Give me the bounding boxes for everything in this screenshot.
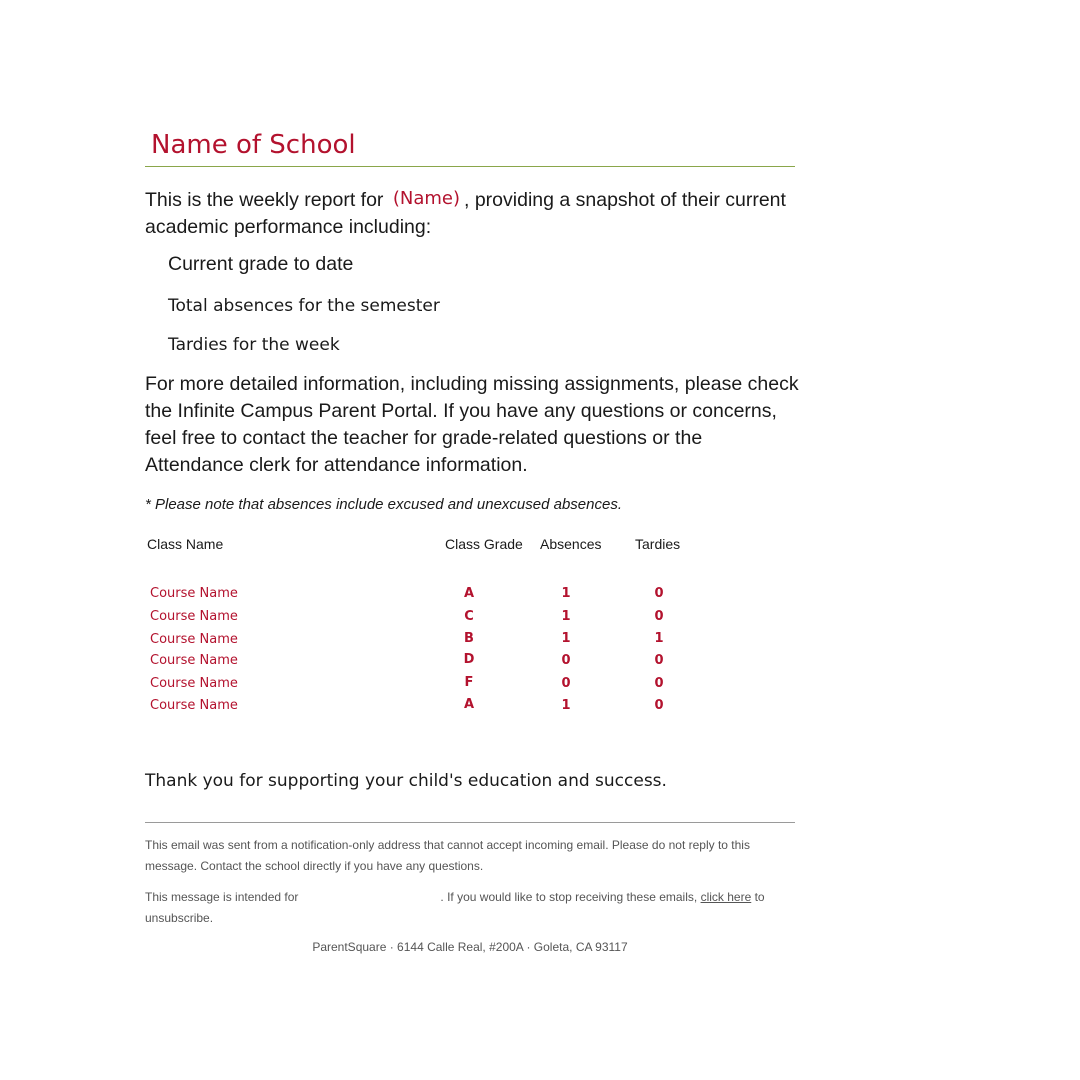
row-6-grade: A [463, 697, 475, 712]
row-5-class-name: Course Name [150, 676, 238, 691]
row-1-tardies: 0 [654, 586, 664, 601]
intended-end: to unsubscribe. [145, 890, 765, 925]
header-class-name: Class Name [147, 536, 224, 552]
row-3-class-name: Course Name [150, 632, 238, 647]
thank-you-message: Thank you for supporting your child's education and success. [145, 771, 667, 791]
row-1-class-name: Course Name [150, 586, 238, 601]
row-4-grade: D [463, 652, 475, 667]
row-5-tardies: 0 [654, 676, 664, 691]
row-2-tardies: 0 [654, 609, 664, 624]
intended-recipient-notice [145, 887, 795, 929]
row-2-absences: 1 [561, 609, 571, 624]
intro-text-before: This is the weekly report for [145, 189, 389, 211]
row-6-absences: 1 [561, 698, 571, 713]
unsubscribe-link[interactable]: click here [700, 890, 752, 904]
header-tardies: Tardies [635, 536, 681, 552]
row-5-grade: F [464, 675, 474, 690]
row-6-tardies: 0 [654, 698, 664, 713]
list-item-tardies: Tardies for the week [168, 335, 340, 355]
intended-after: . If you would like to stop receiving these emails, [440, 890, 701, 904]
row-4-absences: 0 [561, 653, 571, 668]
row-1-absences: 1 [561, 586, 571, 601]
row-6-class-name: Course Name [150, 698, 238, 713]
row-2-class-name: Course Name [150, 609, 238, 624]
row-4-class-name: Course Name [150, 653, 238, 668]
list-item-grade: Current grade to date [168, 253, 354, 275]
no-reply-notice: This email was sent from a notification-only address that cannot accept incoming email. Please do not reply to this message. Contact the school directly if you have any questions. [145, 838, 750, 873]
header-absences: Absences [540, 536, 602, 552]
row-3-absences: 1 [561, 631, 571, 646]
row-1-grade: A [463, 586, 475, 601]
intro-text-after: , providing a snapshot of their current academic performance including: [145, 189, 786, 238]
row-2-grade: C [464, 609, 474, 624]
row-4-tardies: 0 [654, 653, 664, 668]
header-divider [145, 166, 795, 167]
intro-paragraph [145, 187, 795, 241]
student-name-placeholder: (Name) [392, 188, 460, 209]
details-paragraph: For more detailed information, including missing assignments, please check the Infinite Campus Parent Portal. If you have any questions or concerns, feel free to contact the teacher for grade-related questions or the Attendance clerk for attendance information. [145, 373, 799, 476]
absence-note: * Please note that absences include excused and unexcused absences. [145, 496, 622, 513]
list-item-absences: Total absences for the semester [168, 296, 440, 316]
sender-address: ParentSquare · 6144 Calle Real, #200A · Goleta, CA 93117 [312, 940, 628, 954]
row-3-grade: B [464, 631, 474, 646]
row-3-tardies: 1 [654, 631, 664, 646]
school-name: Name of School [151, 130, 356, 160]
footer-divider [145, 822, 795, 823]
intended-before: This message is intended for [145, 890, 299, 904]
row-5-absences: 0 [561, 676, 571, 691]
header-class-grade: Class Grade [445, 536, 523, 552]
